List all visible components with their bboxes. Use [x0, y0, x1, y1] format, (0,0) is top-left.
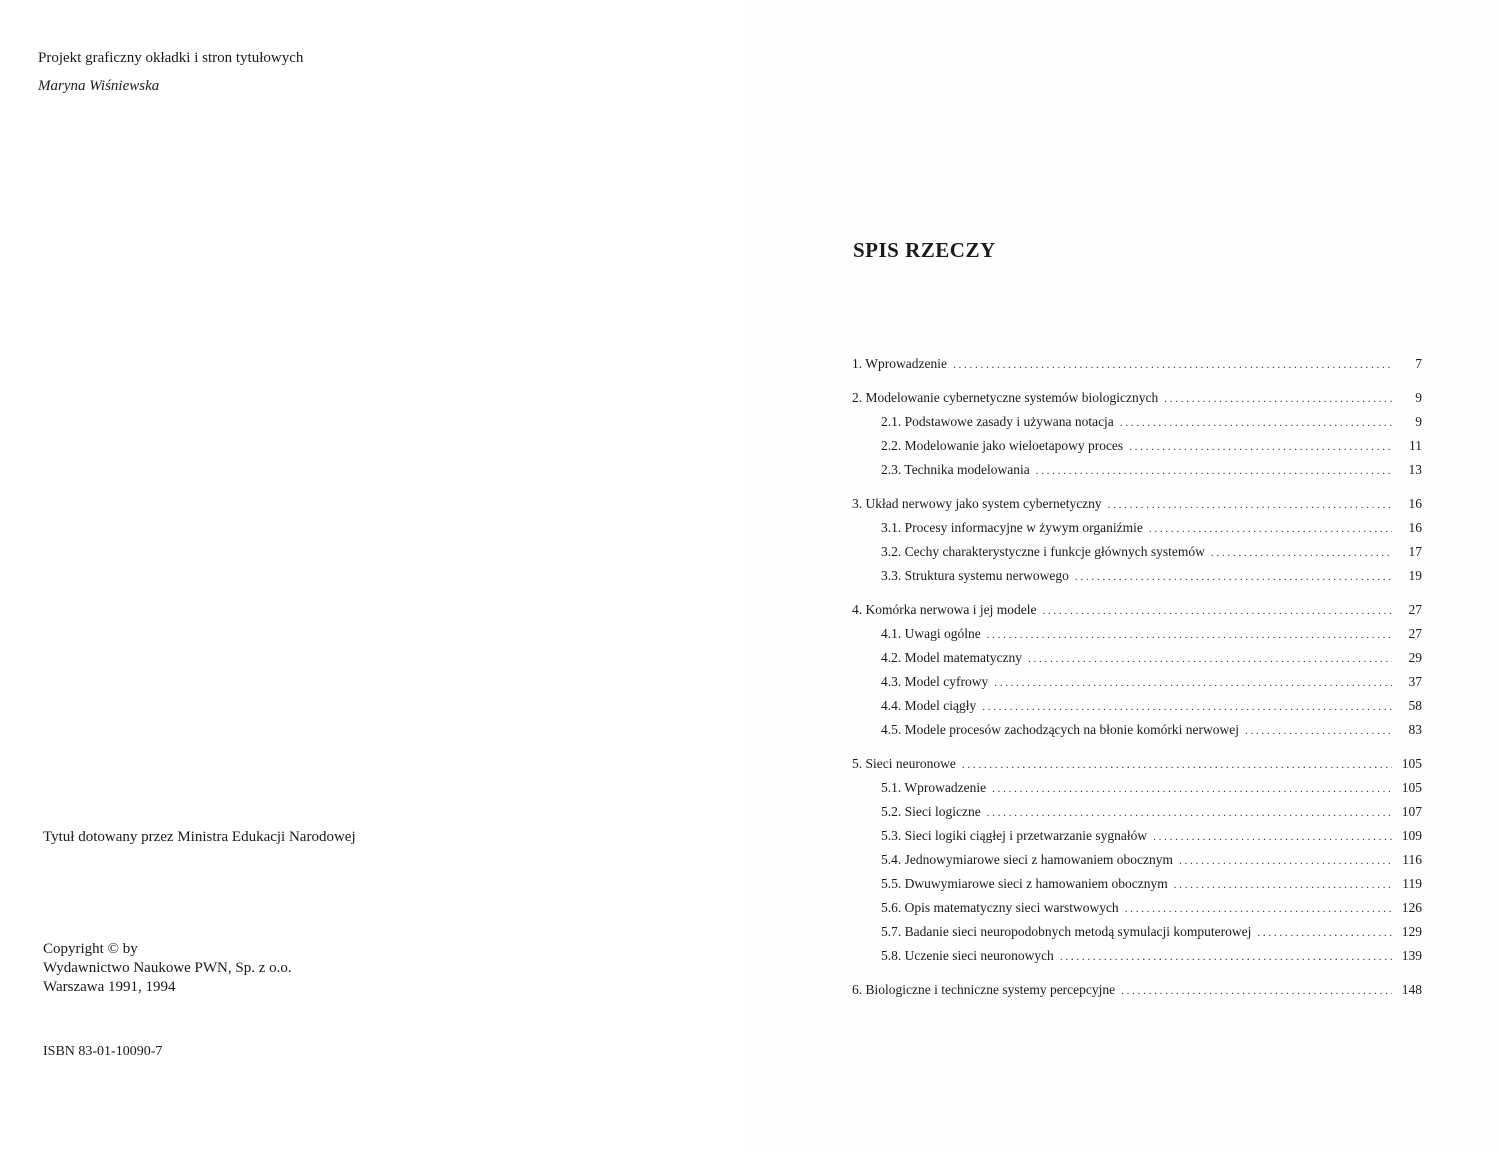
toc-page-number: 58: [1408, 698, 1422, 713]
toc-entry-number: 2.: [852, 390, 863, 405]
toc-entry-number: 5.6.: [881, 900, 902, 915]
left-page: [0, 0, 748, 1151]
toc-entry-title: Badanie sieci neuropodobnych metodą symulacji komputerowej: [904, 924, 1252, 939]
toc-entry-number: 5.: [852, 756, 863, 771]
toc-section-entry: [852, 948, 1422, 972]
toc-entry-label: [852, 390, 1158, 406]
toc-chapter-entry: [852, 982, 1422, 1006]
toc-entry-title: Procesy informacyjne w żywym organiźmie: [904, 520, 1143, 535]
cover-designer-name: Maryna Wiśniewska: [38, 78, 160, 94]
toc-entry-title: Wprowadzenie: [865, 356, 947, 371]
toc-dot-leader: [1153, 831, 1392, 843]
toc-entry-title: Modelowanie jako wieloetapowy proces: [904, 438, 1124, 453]
toc-entry-number: 5.1.: [881, 780, 902, 795]
toc-entry-number: 5.5.: [881, 876, 902, 891]
toc-entry-number: 6.: [852, 982, 863, 997]
copyright-block: [43, 940, 292, 997]
toc-page-number: 19: [1408, 568, 1422, 583]
toc-entry-label: [881, 650, 1022, 666]
toc-page-number: 107: [1401, 804, 1422, 819]
toc-entry-number: 4.4.: [881, 698, 902, 713]
toc-dot-leader: [987, 807, 1392, 819]
toc-page-number: 83: [1408, 722, 1422, 737]
toc-section-entry: [852, 722, 1422, 746]
toc-title: SPIS RZECZY: [853, 238, 996, 262]
copyright-line: Copyright © by: [43, 941, 138, 957]
toc-entry-label: [881, 948, 1054, 964]
toc-entry-number: 5.4.: [881, 852, 902, 867]
toc-section-entry: [852, 650, 1422, 674]
toc-page-number: 126: [1401, 900, 1422, 915]
toc-dot-leader: [1120, 417, 1392, 429]
toc-chapter-entry: [852, 356, 1422, 380]
toc-entry-number: 2.2.: [881, 438, 902, 453]
toc-dot-leader: [1060, 951, 1392, 963]
toc-entry-label: [881, 828, 1147, 844]
toc-section-entry: [852, 828, 1422, 852]
table-of-contents: [852, 356, 1422, 1006]
toc-entry-number: 4.1.: [881, 626, 902, 641]
toc-page-number: 9: [1415, 390, 1422, 405]
toc-page-number: 16: [1408, 496, 1422, 511]
toc-entry-label: [852, 982, 1115, 998]
toc-section-entry: [852, 462, 1422, 486]
toc-section-entry: [852, 626, 1422, 650]
toc-page-number: 119: [1402, 876, 1422, 891]
cover-credits: [38, 44, 303, 100]
grant-note: Tytuł dotowany przez Ministra Edukacji Narodowej: [43, 829, 356, 845]
toc-entry-title: Podstawowe zasady i używana notacja: [904, 414, 1114, 429]
toc-chapter-entry: [852, 496, 1422, 520]
toc-section-entry: [852, 520, 1422, 544]
toc-dot-leader: [992, 783, 1392, 795]
toc-section-entry: [852, 414, 1422, 438]
toc-entry-number: 5.2.: [881, 804, 902, 819]
toc-entry-title: Model cyfrowy: [904, 674, 989, 689]
toc-section-entry: [852, 924, 1422, 948]
toc-entry-label: [881, 462, 1030, 478]
toc-entry-number: 1.: [852, 356, 863, 371]
toc-section-entry: [852, 698, 1422, 722]
toc-entry-title: Modele procesów zachodzących na błonie komórki nerwowej: [904, 722, 1240, 737]
toc-page-number: 13: [1408, 462, 1422, 477]
publisher-line: Wydawnictwo Naukowe PWN, Sp. z o.o.: [43, 960, 292, 976]
toc-entry-label: [881, 674, 988, 690]
toc-entry-title: Układ nerwowy jako system cybernetyczny: [865, 496, 1102, 511]
toc-entry-label: [881, 544, 1205, 560]
toc-entry-title: Sieci logiki ciągłej i przetwarzanie sygnałów: [904, 828, 1148, 843]
toc-entry-number: 3.2.: [881, 544, 902, 559]
toc-entry-number: 4.2.: [881, 650, 902, 665]
toc-entry-title: Biologiczne i techniczne systemy percepcyjne: [865, 982, 1116, 997]
toc-entry-label: [852, 756, 956, 772]
toc-dot-leader: [994, 677, 1392, 689]
toc-section-entry: [852, 674, 1422, 698]
toc-chapter-entry: [852, 756, 1422, 780]
toc-page-number: 139: [1401, 948, 1422, 963]
toc-entry-title: Modelowanie cybernetyczne systemów biologicznych: [865, 390, 1159, 405]
toc-entry-label: [852, 496, 1102, 512]
toc-entry-label: [881, 520, 1143, 536]
place-year-line: Warszawa 1991, 1994: [43, 979, 176, 995]
toc-section-entry: [852, 900, 1422, 924]
toc-section-entry: [852, 544, 1422, 568]
toc-dot-leader: [1179, 855, 1392, 867]
toc-dot-leader: [962, 759, 1392, 771]
toc-entry-number: 2.1.: [881, 414, 902, 429]
toc-entry-title: Sieci logiczne: [904, 804, 981, 819]
toc-entry-label: [881, 626, 981, 642]
toc-entry-label: [881, 852, 1173, 868]
toc-entry-title: Struktura systemu nerwowego: [904, 568, 1069, 583]
toc-chapter-entry: [852, 602, 1422, 626]
toc-entry-number: 5.3.: [881, 828, 902, 843]
toc-page-number: 109: [1401, 828, 1422, 843]
toc-entry-title: Komórka nerwowa i jej modele: [865, 602, 1037, 617]
toc-entry-number: 4.3.: [881, 674, 902, 689]
toc-dot-leader: [1125, 903, 1392, 915]
toc-entry-label: [881, 900, 1119, 916]
toc-entry-number: 3.3.: [881, 568, 902, 583]
cover-design-label: Projekt graficzny okładki i stron tytułowych: [38, 50, 304, 66]
toc-entry-title: Uwagi ogólne: [904, 626, 981, 641]
toc-entry-title: Jednowymiarowe sieci z hamowaniem obocznym: [904, 852, 1174, 867]
toc-section-entry: [852, 780, 1422, 804]
toc-page-number: 105: [1401, 780, 1422, 795]
toc-entry-label: [881, 568, 1069, 584]
toc-entry-label: [881, 804, 981, 820]
toc-dot-leader: [1164, 393, 1392, 405]
toc-entry-label: [881, 780, 986, 796]
toc-page-number: 148: [1401, 982, 1422, 997]
toc-entry-label: [881, 698, 976, 714]
toc-entry-title: Uczenie sieci neuronowych: [904, 948, 1054, 963]
toc-entry-label: [881, 876, 1168, 892]
toc-entry-number: 4.5.: [881, 722, 902, 737]
toc-entry-title: Model ciągły: [904, 698, 977, 713]
toc-entry-label: [881, 722, 1239, 738]
toc-dot-leader: [1129, 441, 1392, 453]
toc-entry-number: 2.3.: [881, 462, 902, 477]
toc-dot-leader: [1211, 547, 1392, 559]
toc-dot-leader: [1257, 927, 1392, 939]
toc-page-number: 116: [1402, 852, 1422, 867]
toc-dot-leader: [982, 701, 1392, 713]
toc-entry-label: [852, 356, 947, 372]
toc-page-number: 37: [1408, 674, 1422, 689]
toc-entry-title: Opis matematyczny sieci warstwowych: [904, 900, 1119, 915]
toc-entry-number: 3.: [852, 496, 863, 511]
toc-entry-title: Cechy charakterystyczne i funkcje głównych systemów: [904, 544, 1205, 559]
toc-section-entry: [852, 804, 1422, 828]
toc-dot-leader: [1149, 523, 1392, 535]
toc-entry-label: [881, 414, 1114, 430]
toc-page-number: 29: [1408, 650, 1422, 665]
toc-section-entry: [852, 876, 1422, 900]
toc-entry-label: [852, 602, 1036, 618]
toc-page-number: 129: [1401, 924, 1422, 939]
toc-page-number: 7: [1415, 356, 1422, 371]
toc-section-entry: [852, 852, 1422, 876]
toc-entry-title: Model matematyczny: [904, 650, 1022, 665]
toc-dot-leader: [1245, 725, 1392, 737]
toc-entry-title: Dwuwymiarowe sieci z hamowaniem obocznym: [904, 876, 1168, 891]
toc-section-entry: [852, 438, 1422, 462]
toc-page-number: 9: [1415, 414, 1422, 429]
toc-page-number: 17: [1408, 544, 1422, 559]
toc-page-number: 27: [1408, 602, 1422, 617]
toc-page-number: 16: [1408, 520, 1422, 535]
toc-dot-leader: [953, 359, 1392, 371]
toc-chapter-entry: [852, 390, 1422, 414]
toc-dot-leader: [1121, 985, 1392, 997]
toc-dot-leader: [1036, 465, 1392, 477]
toc-page-number: 105: [1401, 756, 1422, 771]
toc-entry-title: Technika modelowania: [904, 462, 1030, 477]
isbn: ISBN 83-01-10090-7: [43, 1044, 163, 1059]
toc-dot-leader: [1042, 605, 1392, 617]
toc-entry-title: Wprowadzenie: [904, 780, 987, 795]
toc-dot-leader: [1075, 571, 1392, 583]
toc-entry-number: 3.1.: [881, 520, 902, 535]
toc-entry-label: [881, 438, 1123, 454]
toc-section-entry: [852, 568, 1422, 592]
toc-page-number: 11: [1409, 438, 1422, 453]
toc-dot-leader: [1028, 653, 1392, 665]
toc-entry-label: [881, 924, 1251, 940]
toc-entry-number: 5.7.: [881, 924, 902, 939]
toc-dot-leader: [1174, 879, 1392, 891]
toc-entry-number: 5.8.: [881, 948, 902, 963]
toc-entry-number: 4.: [852, 602, 863, 617]
toc-dot-leader: [1108, 499, 1392, 511]
toc-page-number: 27: [1408, 626, 1422, 641]
toc-entry-title: Sieci neuronowe: [865, 756, 956, 771]
toc-dot-leader: [987, 629, 1392, 641]
